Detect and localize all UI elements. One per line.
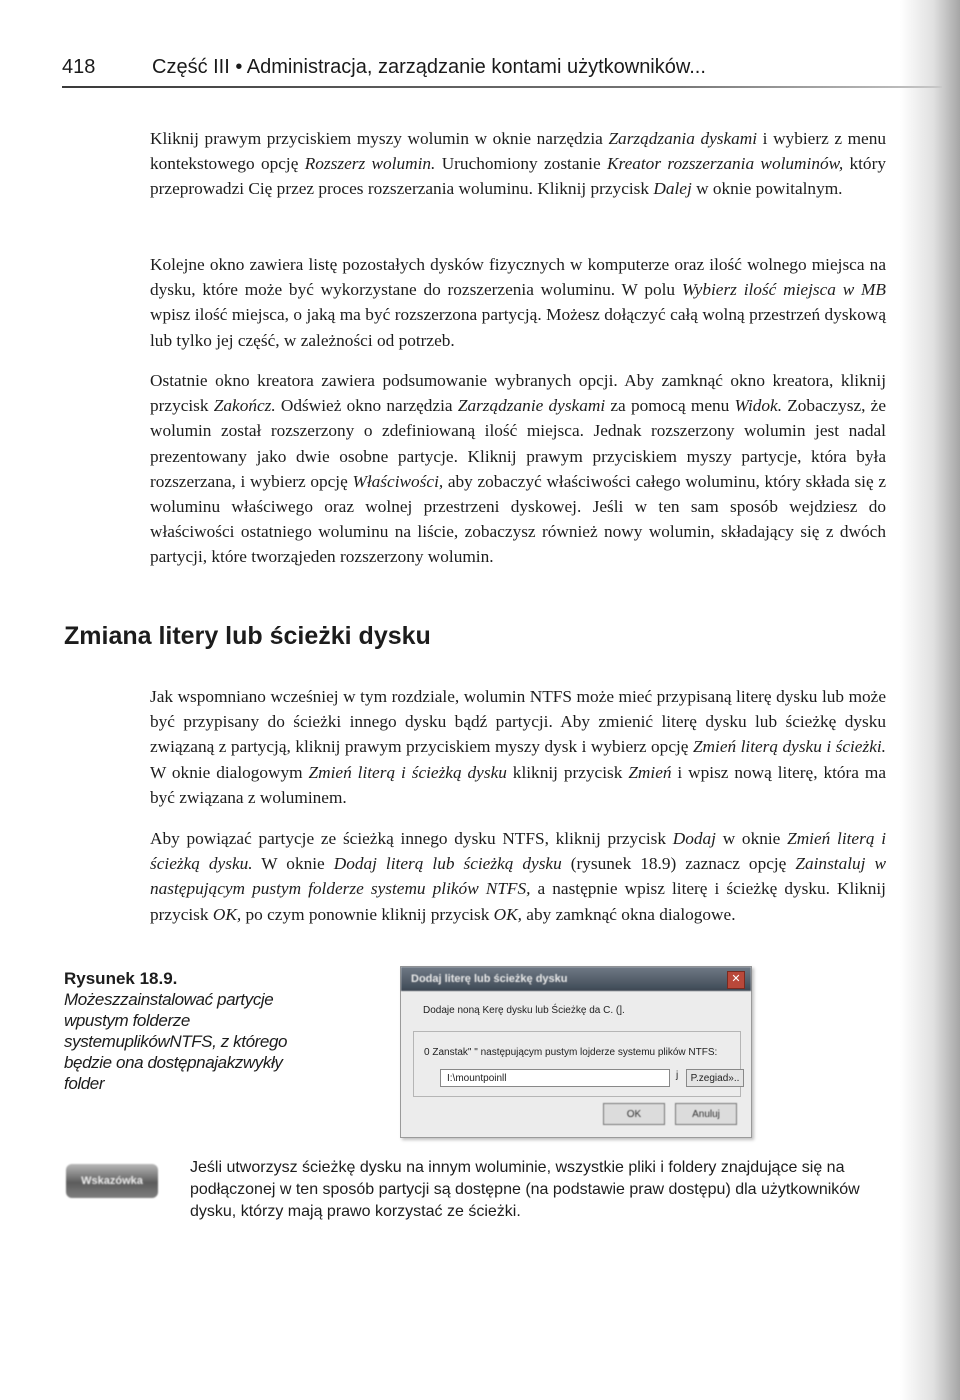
tip-badge: Wskazówka — [66, 1164, 158, 1198]
dialog-title: Dodaj literę lub ścieżkę dysku — [401, 967, 751, 991]
mount-options-group — [413, 1031, 741, 1097]
text-run: Aby powiązać partycje ze ścieżką innego dysku NTFS, kliknij przycisk — [150, 829, 673, 848]
paragraph-wizard-summary — [150, 368, 886, 570]
paragraph-extend-volume — [150, 126, 886, 202]
text-run: po czym ponownie kliknij przycisk — [241, 904, 494, 924]
page-header — [62, 56, 922, 92]
text-run: Kliknij prawym przyciskiem myszy wolumin w oknie narzędzia — [150, 129, 609, 148]
text-run: który przeprowadzi Cię przez proces rozszerzania woluminu. Kliknij przycisk — [150, 154, 886, 199]
running-title: Część III • Administracja, zarządzanie kontami użytkowników... — [152, 56, 706, 78]
italic-term: Zmień literą i ścieżką dysku. — [150, 829, 886, 874]
italic-term: Rozszerz wolumin. — [304, 154, 436, 174]
text-run: w oknie powitalnym. — [691, 179, 843, 199]
italic-term: Właściwości, — [352, 471, 444, 491]
italic-term: Zmień — [628, 762, 672, 782]
italic-term: Wybierz ilość miejsca w MB — [681, 280, 886, 300]
italic-term: Widok. — [734, 396, 783, 416]
italic-term: OK, — [212, 904, 242, 924]
mount-folder-radio[interactable]: 0 Zanstak" " następującym pustym lojderze systemu plików NTFS: — [424, 1047, 718, 1058]
tip-text: Jeśli utworzysz ścieżkę dysku na innym woluminie, wszystkie pliki i foldery znajdujące się na podłączonej w ten sposób partycji są dostępne (na podstawie praw dostępu) dla użytkowników dysku, którzy mają prawo korzystać ze ścieżki. — [190, 1159, 860, 1220]
mount-path-input[interactable]: I:\mountpoinll — [440, 1069, 670, 1087]
text-run: Odśwież okno narzędzia — [275, 396, 458, 416]
close-icon[interactable]: ✕ — [727, 971, 745, 989]
page-number: 418 — [62, 56, 96, 78]
page-edge-shadow — [900, 0, 960, 1400]
text-run: Jak wspomniano wcześniej w tym rozdziale, wolumin NTFS może mieć przypisaną literę dysku lub może być przypisany do ścieżki innego dysku bądź partycji. Aby zmienić literę dysku lub ścieżkę dysku związaną z partycją, kliknij prawym przyciskiem myszy dysk i wybierz opcję — [150, 687, 886, 757]
text-run: Kolejne okno zawiera listę pozostałych dysków fizycznych w komputerze oraz ilość wolnego miejsca na dysku, które może być wykorzystane do rozszerzenia woluminu. W polu — [150, 255, 886, 300]
italic-term: Zarządzanie dyskami — [457, 396, 606, 416]
text-run: aby zamknąć okna dialogowe. — [521, 904, 736, 924]
paragraph-disk-list — [150, 252, 886, 353]
text-run: Ostatnie okno kreatora zawiera podsumowanie wybranych opcji. Aby zamknąć okno kreatora, kliknij przycisk — [150, 371, 886, 416]
italic-term: Kreator rozszerzania woluminów, — [606, 154, 844, 174]
text-run: kliknij przycisk — [506, 762, 629, 782]
figure-description: Możeszzainstalować partycje wpustym folderze systemuplikówNTFS, z którego będzie ona dostępnajakzwykły folder — [64, 990, 288, 1093]
italic-term: Zakończ. — [213, 396, 276, 416]
italic-term: Dalej — [653, 179, 692, 199]
paragraph-mount-folder — [150, 826, 886, 927]
text-run: i wybierz z menu kontekstowego opcję — [150, 129, 886, 174]
text-run: wpisz ilość miejsca, o jaką ma być rozszerzona partycją. Możesz dołączyć całą wolną przestrzeń dyskową lub tylko jej część, w zależności od potrzeb. — [150, 305, 886, 350]
paragraph-change-letter — [150, 684, 886, 810]
figure-label: Rysunek 18.9. — [64, 969, 178, 988]
italic-term: Zmień literą i ścieżką dysku — [308, 762, 507, 782]
ok-button[interactable]: OK — [603, 1103, 665, 1125]
header-rule — [62, 86, 942, 88]
figure-caption — [64, 968, 294, 1094]
italic-term: Dodaj literą lub ścieżką dysku — [333, 854, 562, 874]
text-run: a następnie wpisz literę i ścieżkę dysku. Kliknij przycisk — [150, 879, 886, 924]
dialog-description: Dodaje noną Kerę dysku lub Ścieżkę da C. (]. — [423, 1005, 625, 1016]
path-separator: j — [676, 1070, 679, 1081]
italic-term: Dodaj — [672, 829, 716, 848]
italic-term: OK, — [493, 904, 522, 924]
text-run: Uruchomiony zostanie — [435, 154, 607, 174]
text-run: W oknie dialogowym — [150, 762, 309, 782]
text-run: W oknie — [252, 854, 334, 874]
cancel-button[interactable]: Anuluj — [675, 1103, 737, 1125]
text-run: i wpisz nową literę, która ma być związana z woluminem. — [150, 762, 886, 807]
text-run: za pomocą menu — [605, 396, 735, 416]
italic-term: Zainstaluj w następującym pustym folderze systemu plików NTFS, — [150, 854, 887, 899]
italic-term: Zarządzania dyskami — [608, 129, 758, 148]
text-run: Zobaczysz, że wolumin został rozszerzony o zdefiniowaną ilość miejsca. Jednak rozszerzony wolumin jest nadal prezentowany jako dwie osobne partycje. Kliknij prawym przyciskiem myszy partycje, która była rozszerzana, i wybierz opcję — [150, 396, 887, 491]
text-run: (rysunek 18.9) zaznacz opcję — [561, 854, 796, 874]
browse-button[interactable]: P.zegiad».. — [686, 1069, 744, 1087]
text-run: w oknie — [715, 829, 788, 848]
section-heading: Zmiana litery lub ścieżki dysku — [64, 622, 431, 650]
italic-term: Zmień literą dysku i ścieżki. — [692, 737, 886, 757]
text-run: aby zobaczyć właściwości całego woluminu, który składa się z woluminu właściwego oraz wolnej przestrzeni dyskowej. Jeśli w ten sam sposób wejdziesz do właściwości ostatniego woluminu na liście, zobaczysz również nowy wolumin, składający się z dwóch partycji, które tworząjeden rozszerzony wolumin. — [150, 471, 886, 567]
add-drive-letter-dialog — [400, 966, 752, 1138]
